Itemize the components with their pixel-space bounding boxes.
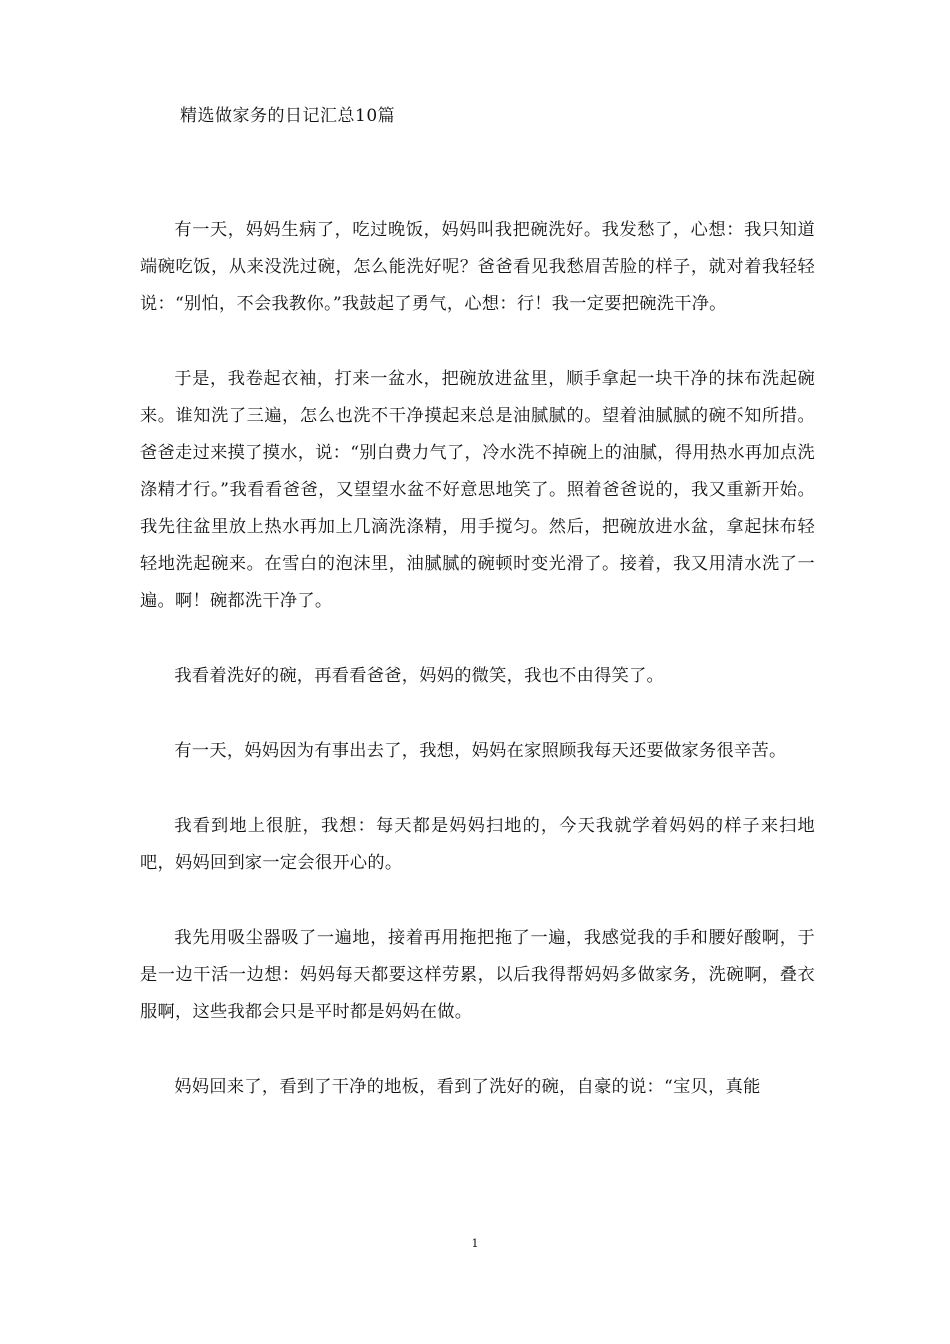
paragraph: 有一天，妈妈因为有事出去了，我想，妈妈在家照顾我每天还要做家务很辛苦。 [174,741,787,761]
paragraph: 有一天，妈妈生病了，吃过晚饭，妈妈叫我把碗洗好。我发愁了，心想：我只知道端碗吃饭，从来没洗过碗，怎么能洗好呢？爸爸看见我愁眉苦脸的样子，就对着我轻轻说：“别怕，不会我教你。”我鼓起了勇气，心想：行！我一定要把碗洗干净。 [140,220,815,314]
paragraph: 于是，我卷起衣袖，打来一盆水，把碗放进盆里，顺手拿起一块干净的抹布洗起碗来。谁知洗了三遍，怎么也洗不干净摸起来总是油腻腻的。望着油腻腻的碗不知所措。爸爸走过来摸了摸水，说：“别白费力气了，冷水洗不掉碗上的油腻，得用热水再加点洗涤精才行。”我看看爸爸，又望望水盆不好意思地笑了。照着爸爸说的，我又重新开始。我先往盆里放上热水再加上几滴洗涤精，用手搅匀。然后，把碗放进水盆，拿起抹布轻轻地洗起碗来。在雪白的泡沫里，油腻腻的碗顿时变光滑了。接着，我又用清水洗了一遍。啊！碗都洗干净了。 [140,369,815,611]
paragraph: 我看到地上很脏，我想：每天都是妈妈扫地的，今天我就学着妈妈的样子来扫地吧，妈妈回到家一定会很开心的。 [140,816,815,873]
paragraph: 我看着洗好的碗，再看看爸爸，妈妈的微笑，我也不由得笑了。 [174,666,665,686]
page-number: 1 [471,1237,479,1250]
paragraph: 我先用吸尘器吸了一遍地，接着再用拖把拖了一遍，我感觉我的手和腰好酸啊，于是一边干活一边想：妈妈每天都要这样劳累，以后我得帮妈妈多做家务，洗碗啊，叠衣服啊，这些我都会只是平时都是妈妈在做。 [140,928,815,1022]
document-title: 精选做家务的日记汇总10篇 [180,106,396,126]
document-body [140,212,815,1144]
paragraph: 妈妈回来了，看到了干净的地板，看到了洗好的碗，自豪的说：“宝贝，真能 [174,1077,761,1097]
